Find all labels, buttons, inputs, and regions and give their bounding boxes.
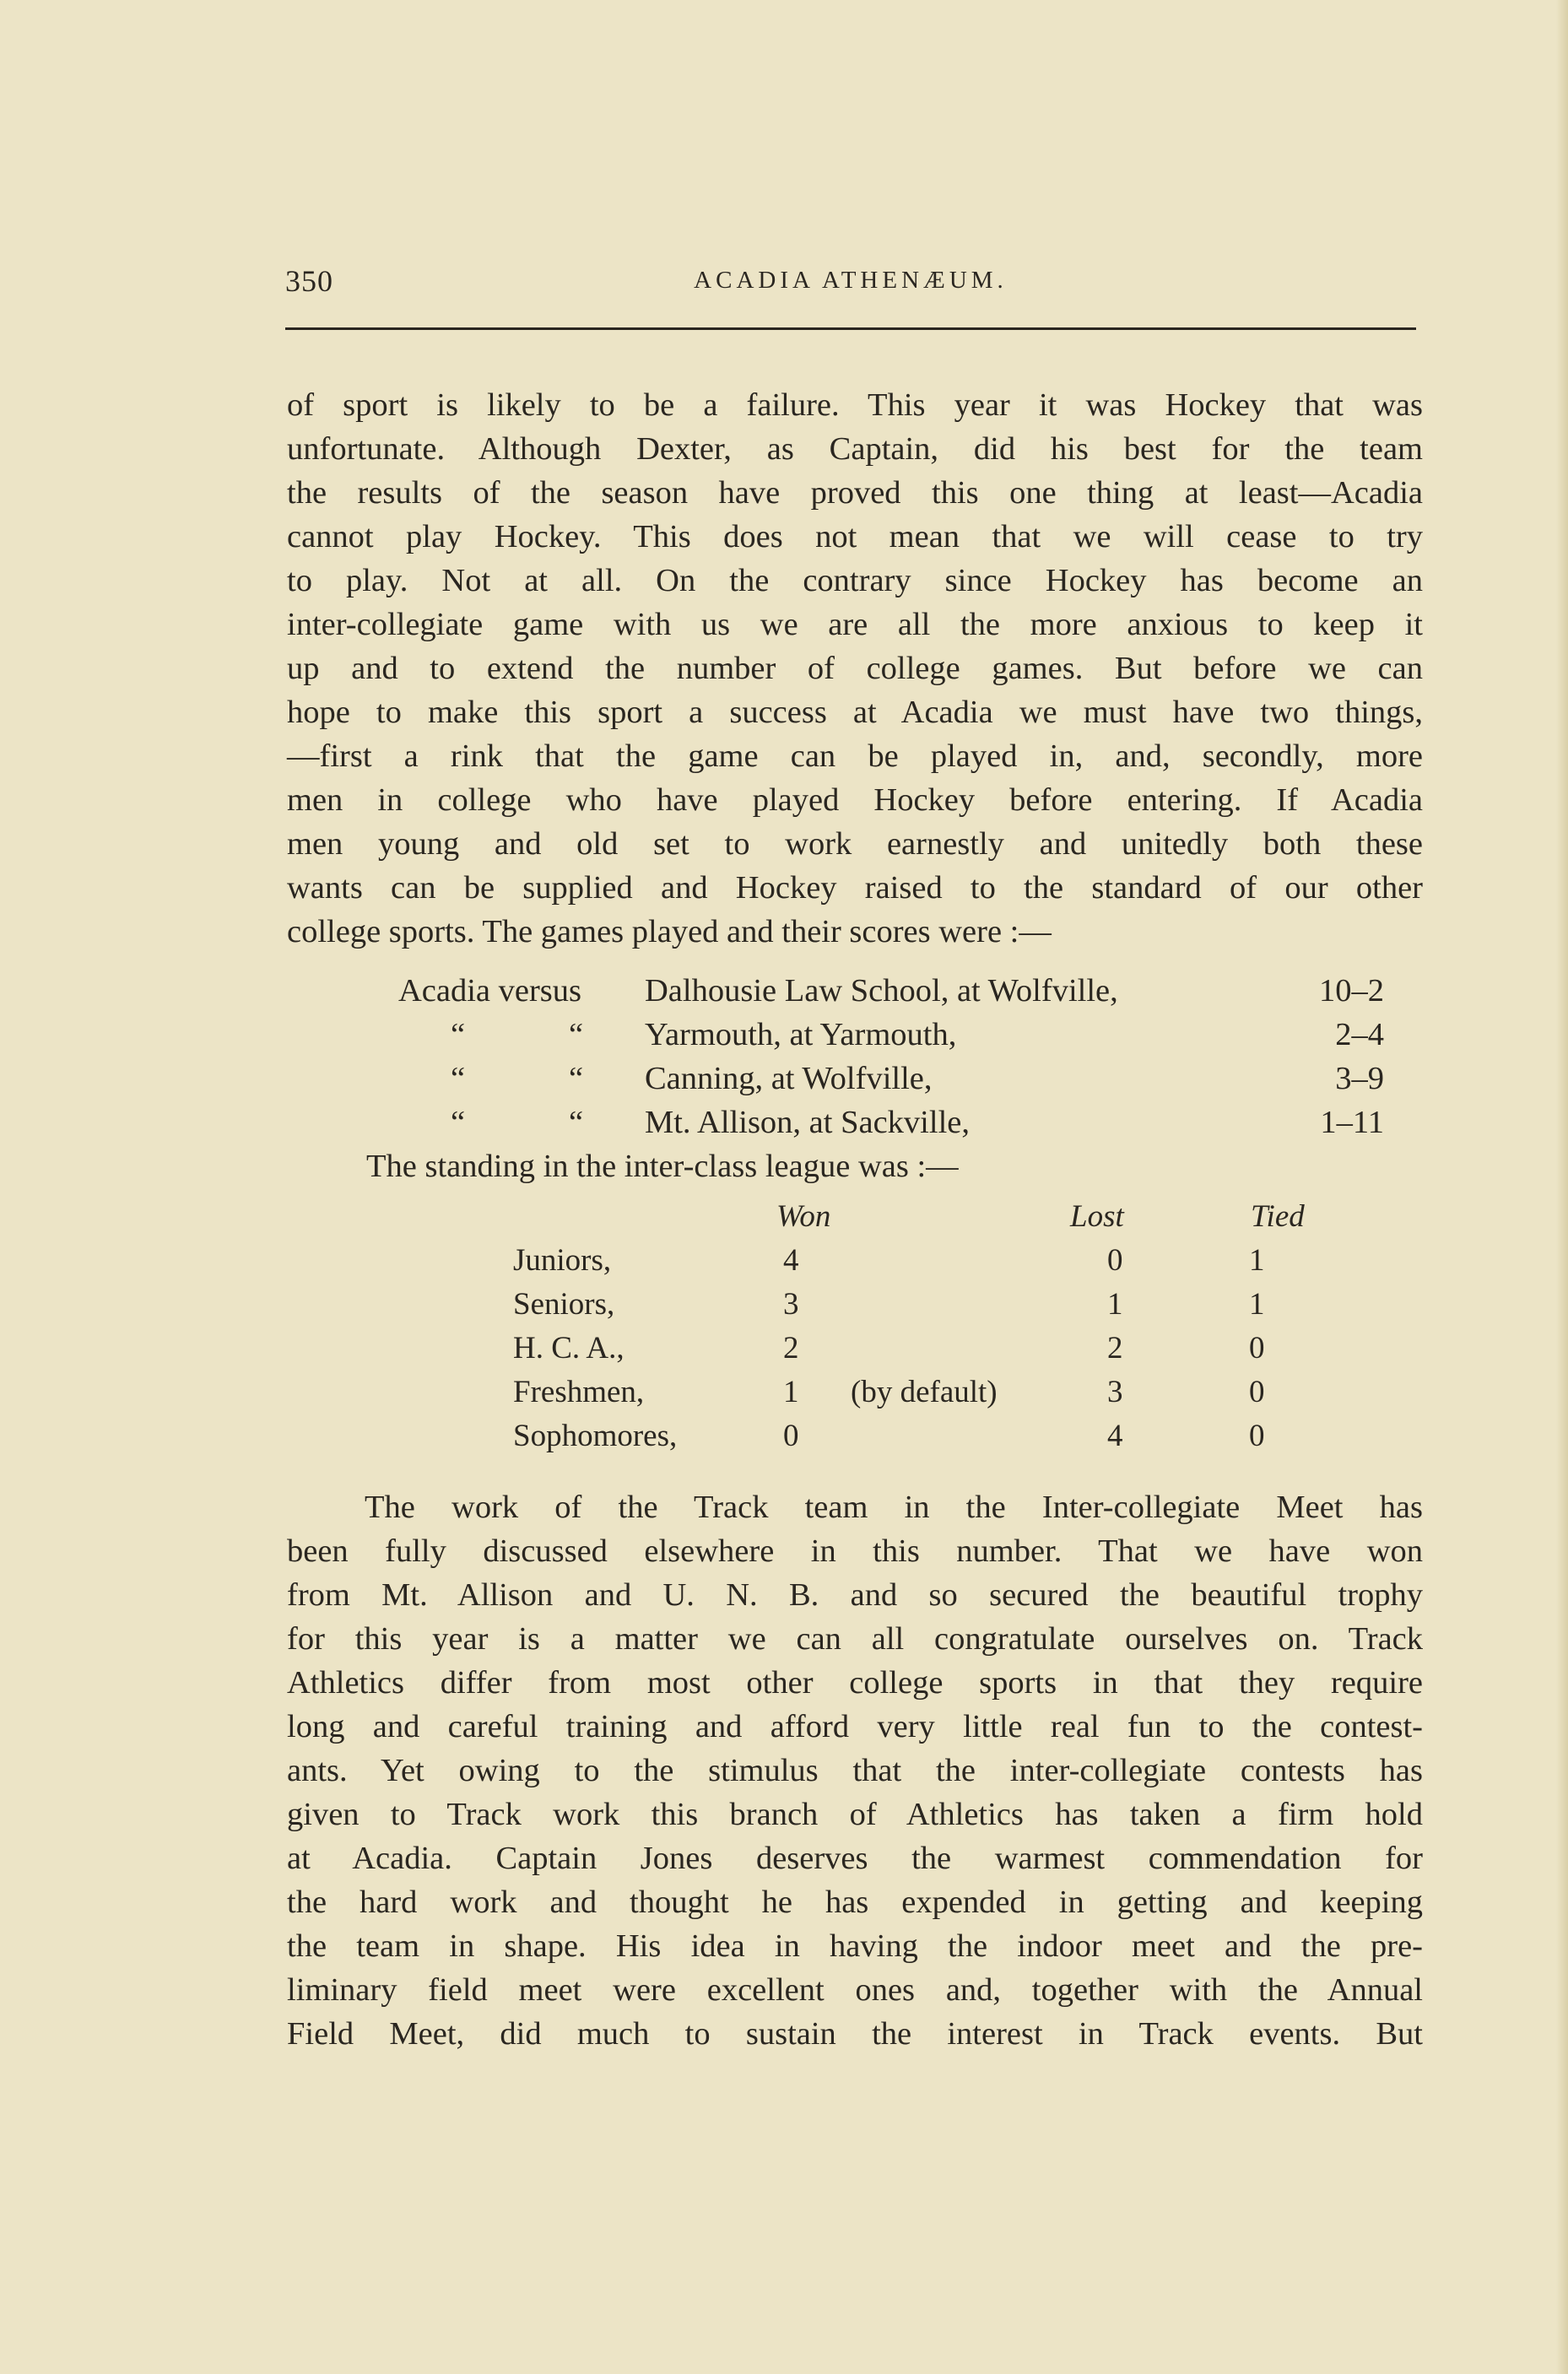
header-lost: Lost bbox=[1070, 1199, 1124, 1234]
game-score: 2–4 bbox=[1335, 1017, 1384, 1052]
page-number: 350 bbox=[285, 264, 333, 298]
standings-table bbox=[287, 1195, 1435, 1458]
text-line: unfortunate. Although Dexter, as Captain, did his best for the team bbox=[287, 431, 1423, 467]
header-rule bbox=[285, 327, 1416, 330]
standing-intro: The standing in the inter-class league was :— bbox=[366, 1149, 959, 1184]
class-name: Seniors, bbox=[513, 1287, 615, 1322]
class-name: Sophomores, bbox=[513, 1419, 678, 1453]
class-name: Freshmen, bbox=[513, 1375, 645, 1409]
header-tied: Tied bbox=[1251, 1199, 1305, 1234]
games-list bbox=[287, 969, 1435, 1144]
text-line: long and careful training and afford very little real fun to the contest- bbox=[287, 1709, 1423, 1744]
text-line: Field Meet, did much to sustain the interest in Track events. But bbox=[287, 2016, 1423, 2052]
won-note: (by default) bbox=[851, 1375, 998, 1409]
tied-count: 1 bbox=[1249, 1287, 1265, 1322]
lost-count: 1 bbox=[1107, 1287, 1123, 1322]
game-opponent: Yarmouth, at Yarmouth, bbox=[645, 1017, 957, 1052]
won-count: 3 bbox=[783, 1287, 799, 1322]
text-line: of sport is likely to be a failure. This year it was Hockey that was bbox=[287, 387, 1423, 423]
text-line: from Mt. Allison and U. N. B. and so secured the beautiful trophy bbox=[287, 1577, 1423, 1613]
won-count: 4 bbox=[783, 1243, 799, 1278]
class-name: H. C. A., bbox=[513, 1331, 624, 1365]
game-opponent: Mt. Allison, at Sackville, bbox=[645, 1105, 970, 1140]
text-line: at Acadia. Captain Jones deserves the warmest commendation for bbox=[287, 1841, 1423, 1876]
game-row bbox=[287, 1013, 1435, 1057]
ditto-mark: “ bbox=[569, 1061, 584, 1096]
standings-row bbox=[287, 1414, 1435, 1458]
text-line: college sports. The games played and their scores were :— bbox=[287, 914, 1052, 949]
game-row bbox=[287, 1100, 1435, 1144]
text-line: the results of the season have proved this one thing at least—Acadia bbox=[287, 475, 1423, 511]
class-name: Juniors, bbox=[513, 1243, 612, 1278]
tied-count: 1 bbox=[1249, 1243, 1265, 1278]
won-count: 1 bbox=[783, 1375, 799, 1409]
running-title: ACADIA ATHENÆUM. bbox=[694, 267, 1008, 294]
game-row bbox=[287, 1057, 1435, 1100]
paragraph-hockey bbox=[287, 383, 1423, 954]
text-line: given to Track work this branch of Athletics has taken a firm hold bbox=[287, 1797, 1423, 1832]
ditto-mark: “ bbox=[569, 1105, 584, 1140]
text-line: Athletics differ from most other college sports in that they require bbox=[287, 1665, 1423, 1701]
header-won: Won bbox=[776, 1199, 831, 1234]
lost-count: 0 bbox=[1107, 1243, 1123, 1278]
text-line: men in college who have played Hockey before entering. If Acadia bbox=[287, 782, 1423, 818]
text-line: men young and old set to work earnestly and unitedly both these bbox=[287, 826, 1423, 862]
tied-count: 0 bbox=[1249, 1375, 1265, 1409]
won-count: 0 bbox=[783, 1419, 799, 1453]
paragraph-track bbox=[287, 1485, 1423, 2056]
text-line: hope to make this sport a success at Acadia we must have two things, bbox=[287, 695, 1423, 730]
game-team: Acadia versus bbox=[398, 973, 582, 1009]
text-line: wants can be supplied and Hockey raised to the standard of our other bbox=[287, 870, 1423, 906]
standings-row bbox=[287, 1239, 1435, 1283]
text-line: up and to extend the number of college games. But before we can bbox=[287, 651, 1423, 686]
standings-row bbox=[287, 1327, 1435, 1371]
text-line: inter-collegiate game with us we are all the more anxious to keep it bbox=[287, 607, 1423, 642]
game-score: 10–2 bbox=[1319, 973, 1384, 1009]
text-line: the hard work and thought he has expended in getting and keeping bbox=[287, 1885, 1423, 1920]
game-opponent: Canning, at Wolfville, bbox=[645, 1061, 933, 1096]
standings-header bbox=[287, 1195, 1435, 1239]
game-row bbox=[287, 969, 1435, 1013]
lost-count: 3 bbox=[1107, 1375, 1123, 1409]
text-line: the team in shape. His idea in having the indoor meet and the pre- bbox=[287, 1928, 1423, 1964]
game-opponent: Dalhousie Law School, at Wolfville, bbox=[645, 973, 1118, 1009]
ditto-mark: “ bbox=[451, 1061, 466, 1096]
text-line: liminary field meet were excellent ones and, together with the Annual bbox=[287, 1972, 1423, 2008]
text-line: —first a rink that the game can be played in, and, secondly, more bbox=[287, 738, 1423, 774]
text-line: cannot play Hockey. This does not mean that we will cease to try bbox=[287, 519, 1423, 554]
page-edge-shadow bbox=[1556, 0, 1568, 2374]
text-line: ants. Yet owing to the stimulus that the inter-collegiate contests has bbox=[287, 1753, 1423, 1788]
ditto-mark: “ bbox=[569, 1017, 584, 1052]
text-line: for this year is a matter we can all congratulate ourselves on. Track bbox=[287, 1621, 1423, 1657]
game-score: 1–11 bbox=[1320, 1105, 1384, 1140]
lost-count: 4 bbox=[1107, 1419, 1123, 1453]
tied-count: 0 bbox=[1249, 1419, 1265, 1453]
text-line: been fully discussed elsewhere in this number. That we have won bbox=[287, 1533, 1423, 1569]
standings-row bbox=[287, 1283, 1435, 1327]
page-header bbox=[285, 263, 1416, 306]
game-score: 3–9 bbox=[1335, 1061, 1384, 1096]
tied-count: 0 bbox=[1249, 1331, 1265, 1365]
text-line: The work of the Track team in the Inter-collegiate Meet has bbox=[365, 1490, 1423, 1525]
lost-count: 2 bbox=[1107, 1331, 1123, 1365]
text-line: to play. Not at all. On the contrary since Hockey has become an bbox=[287, 563, 1423, 598]
ditto-mark: “ bbox=[451, 1017, 466, 1052]
standings-row bbox=[287, 1371, 1435, 1414]
ditto-mark: “ bbox=[451, 1105, 466, 1140]
won-count: 2 bbox=[783, 1331, 799, 1365]
